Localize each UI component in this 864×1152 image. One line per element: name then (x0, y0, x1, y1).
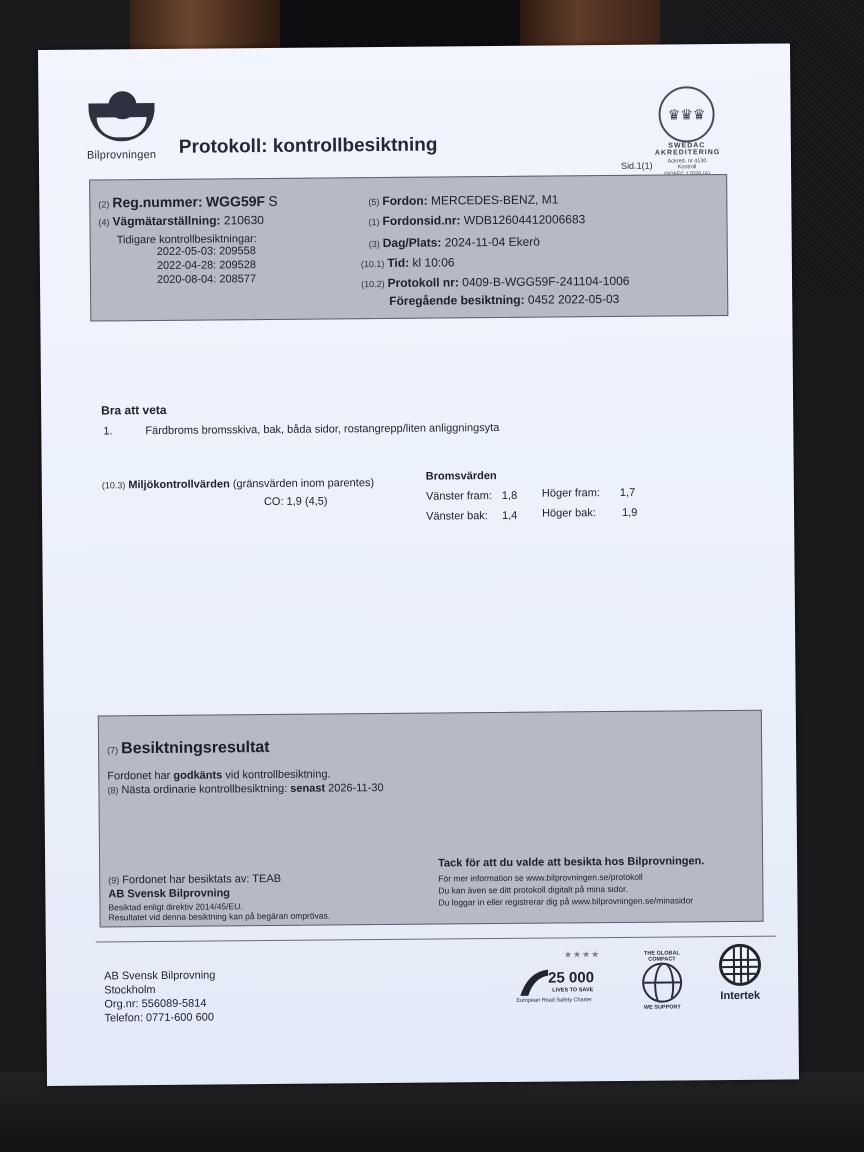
global-compact-top: THE GLOBAL COMPACT (644, 950, 680, 963)
good-to-know-item-number: 1. (103, 425, 113, 438)
vehicle-id-value: WDB12604412006683 (463, 212, 586, 228)
brake-right-front-value: 1,7 (619, 486, 636, 499)
login-link[interactable]: Du loggar in eller registrerar dig på www.bilprovningen.se/minasidor (438, 895, 694, 908)
more-info-link[interactable]: För mer information se www.bilprovningen.se/protokoll (438, 871, 643, 884)
result-title-row: (7) Besiktningsresultat (107, 739, 270, 758)
brake-left-rear-label: Vänster bak: (426, 510, 488, 523)
vehicle-id-row: (1) Fordonsid.nr: WDB12604412006683 (368, 212, 586, 228)
bilprovningen-logo-icon (86, 89, 157, 148)
intertek-logo (712, 944, 769, 1002)
reg-number-row: (2) Reg.nummer: WGG59F S (98, 192, 278, 211)
previous-inspection-row: Föregående besiktning: 0452 2022-05-03 (389, 291, 620, 308)
lives-number: 25 000 (548, 969, 595, 987)
directive-text: Besiktad enligt direktiv 2014/45/EU. (108, 901, 243, 913)
previous-inspections-label: Tidigare kontrollbesiktningar: (116, 233, 257, 247)
brake-left-front-value: 1,8 (501, 489, 518, 502)
footer-company-name: AB Svensk Bilprovning (104, 969, 216, 983)
brake-right-rear-label: Höger bak: (542, 507, 596, 520)
inspection-result-box (98, 710, 764, 928)
time-value: kl 10:06 (412, 255, 455, 270)
brake-left-front-label: Vänster fram: (425, 490, 492, 503)
protocol-number-value: 0409-B-WGG59F-241104-1006 (462, 273, 630, 290)
logo-name: Bilprovningen (86, 148, 157, 162)
fordon-row: (5) Fordon: MERCEDES-BENZ, M1 (368, 192, 559, 209)
bilprovningen-logo (86, 89, 167, 162)
swedac-ackred: Ackred. nr 4130 (667, 158, 707, 165)
protocol-number-row: (10.2) Protokoll nr: 0409-B-WGG59F-241104-1006 (361, 273, 630, 290)
intertek-globe-icon (719, 944, 761, 986)
date-place-row: (3) Dag/Plats: 2024-11-04 Ekerö (368, 234, 540, 250)
review-text: Resultatet vid denna besiktning kan på begäran omprövas. (108, 910, 331, 923)
result-approved-value: godkänts (173, 769, 223, 782)
vehicle-info-box (89, 174, 728, 322)
swedac-label: SWEDAC AKREDITERING (654, 142, 721, 157)
odometer-row: (4) Vägmätarställning: 210630 (98, 213, 264, 229)
previous-inspection-3: 2020-08-04: 208577 (156, 273, 257, 286)
lives-text: LIVES TO SAVE (552, 987, 594, 994)
road-safety-charter-logo (514, 947, 615, 1006)
footer-city: Stockholm (104, 984, 156, 997)
reg-number-value: WGG59F (205, 193, 266, 210)
stars-icon: ★★★★ (563, 949, 601, 960)
footer-company-block (104, 968, 216, 1025)
brake-right-rear-value: 1,9 (622, 506, 638, 519)
digital-text: Du kan även se ditt protokoll digitalt på mina sidor. (438, 883, 628, 896)
time-row: (10.1) Tid: kl 10:06 (360, 255, 455, 270)
thanks-text: Tack för att du valde att besikta hos Bilprovningen. (438, 855, 705, 870)
result-approved-line: Fordonet har godkänts vid kontrollbesiktning. (107, 768, 331, 783)
previous-inspection-2: 2022-04-28: 209528 (156, 259, 257, 272)
next-inspection-line: (8) Nästa ordinarie kontrollbesiktning: senast 2026-11-30 (107, 782, 384, 797)
result-company: AB Svensk Bilprovning (108, 887, 231, 901)
footer-divider (96, 936, 776, 943)
global-compact-logo (634, 948, 691, 1010)
previous-inspection-value: 0452 2022-05-03 (527, 291, 620, 307)
fordon-value: MERCEDES-BENZ, M1 (430, 192, 559, 208)
swedac-crown-icon: ♛♛♛ (658, 86, 714, 142)
page-number: Sid.1(1) (620, 160, 653, 171)
brake-right-front-label: Höger fram: (541, 487, 601, 500)
road-icon (518, 966, 550, 998)
inspected-by-line: (9) Fordonet har besiktats av: TEAB (108, 872, 282, 887)
swedac-kontroll: Kontroll (677, 164, 697, 171)
brake-values-title: Bromsvärden (425, 470, 497, 483)
good-to-know-title: Bra att veta (101, 402, 167, 418)
intertek-name: Intertek (720, 989, 761, 1003)
footer-org-number: Org.nr: 556089-5814 (104, 997, 207, 1011)
page-title: Protokoll: kontrollbesiktning (178, 134, 438, 158)
previous-inspection-1: 2022-05-03: 209558 (156, 245, 256, 258)
brake-left-rear-value: 1,4 (502, 509, 518, 522)
globe-icon (642, 962, 682, 1002)
swedac-seal (654, 86, 719, 177)
global-compact-bottom: WE SUPPORT (643, 1004, 681, 1011)
charter-text: European Road Safety Charter (516, 997, 592, 1004)
date-place-value: 2024-11-04 Ekerö (444, 234, 540, 250)
next-inspection-date: 2026-11-30 (325, 782, 384, 795)
footer-phone: Telefon: 0771-600 600 (104, 1011, 214, 1025)
odometer-value: 210630 (223, 213, 264, 228)
environment-control-row: (10.3) Miljökontrollvärden (gränsvärden inom parentes) (101, 477, 375, 492)
inspection-protocol-paper (38, 43, 799, 1086)
result-title: Besiktningsresultat (121, 739, 270, 758)
good-to-know-item-text: Färdbroms bromsskiva, bak, båda sidor, rostangrepp/liten anliggningsyta (145, 421, 500, 438)
co-value: CO: 1,9 (4,5) (263, 495, 328, 509)
